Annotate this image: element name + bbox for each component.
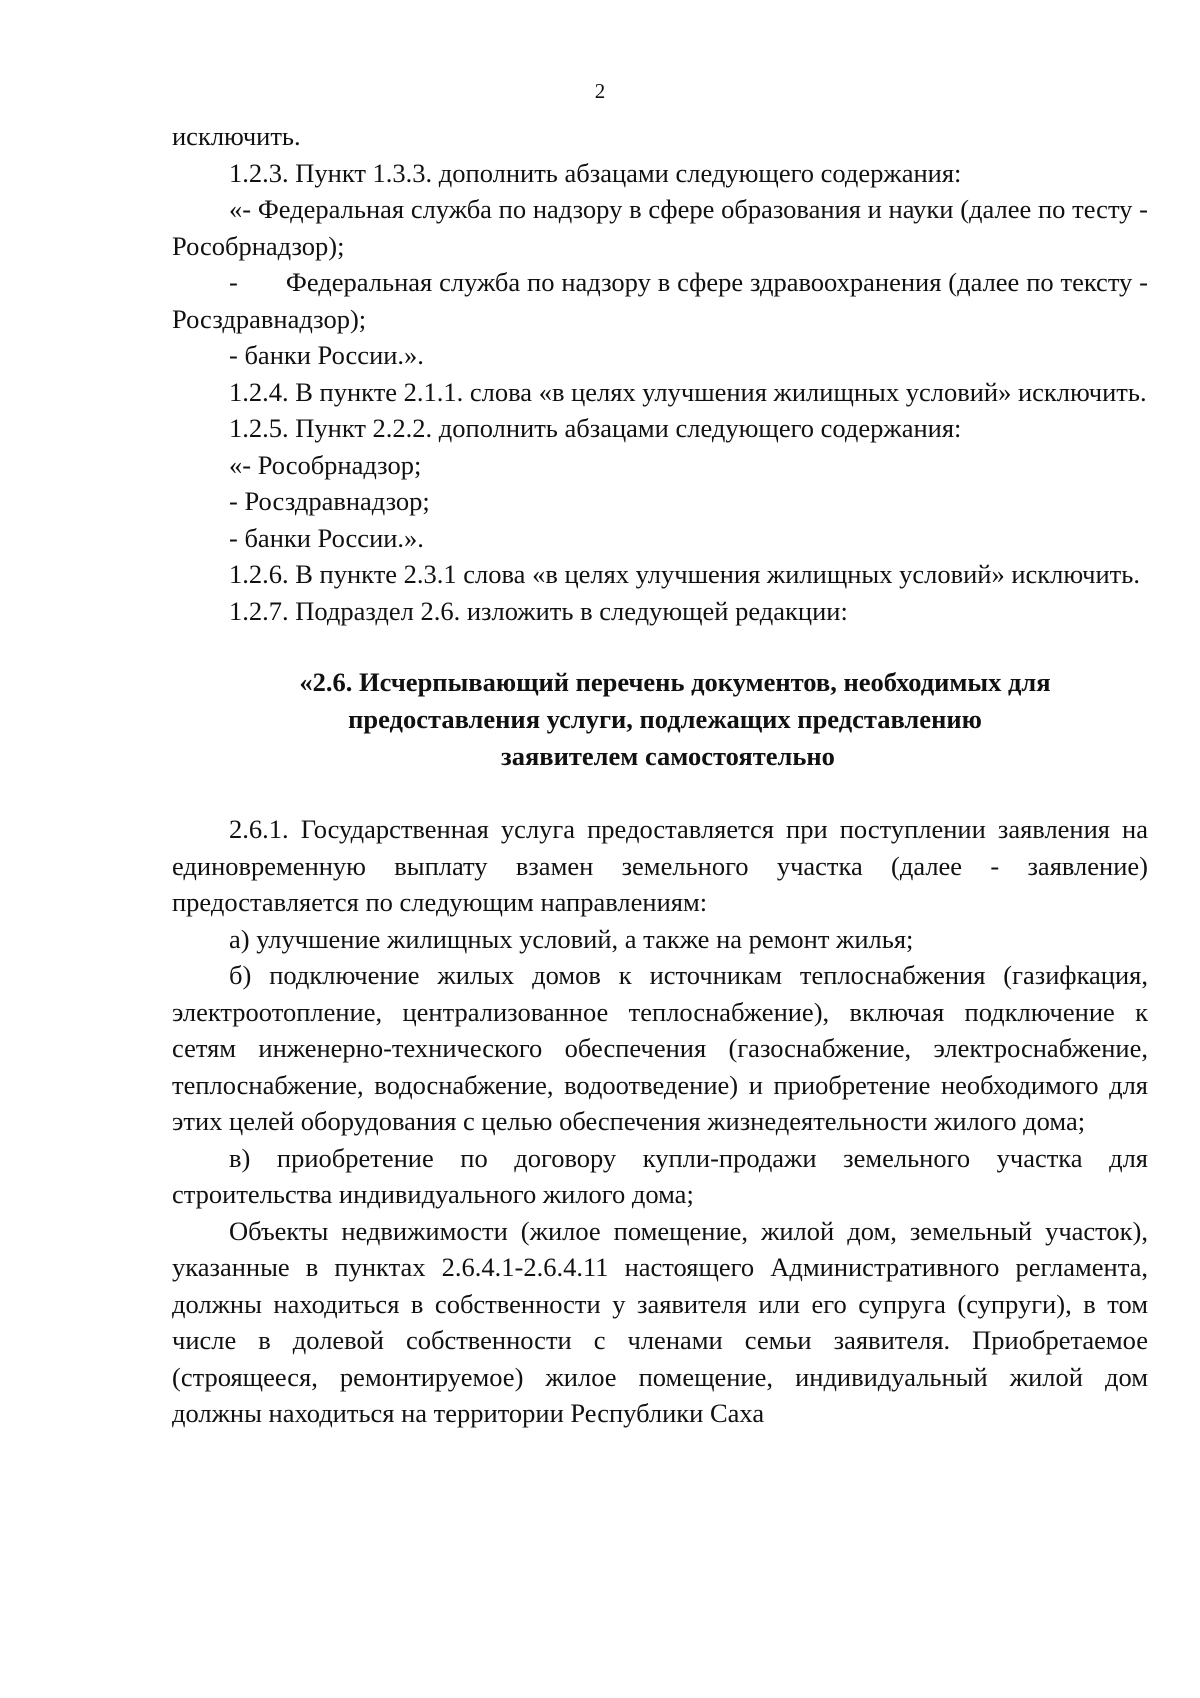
paragraph: 1.2.3. Пункт 1.3.3. дополнить абзацами следующего содержания: xyxy=(229,157,962,188)
paragraph: 1.2.6. В пункте 2.3.1 слова «в целях улучшения жилищных условий» исключить. xyxy=(229,559,1140,589)
paragraph: - банки России.». xyxy=(229,522,424,553)
paragraph: - банки России.». xyxy=(229,340,424,370)
page-number: 2 xyxy=(594,79,606,103)
paragraph: 1.2.5. Пункт 2.2.2. дополнить абзацами следующего содержания: xyxy=(229,413,962,443)
paragraph: исключить. xyxy=(172,121,301,151)
paragraph: «- Рособрнадзор; xyxy=(229,449,422,480)
section-heading xyxy=(172,664,1148,775)
paragraph: - Федеральная служба по надзору в сфере здравоохранения (далее по тексту - Росздравнадзор); xyxy=(172,267,1148,334)
paragraph: Объекты недвижимости (жилое помещение, жилой дом, земельный участок), указанные в пунктах 2.6.4.1-2.6.4.11 настоящего Административного регламента, должны находиться в собственности у заявителя или его супруга (супруги), в том числе в долевой собственности с членами семьи заявителя. Приобретаемое (строящееся, ремонтируемое) жилое помещение, индивидуальный жилой дом должны находиться на территории Республики Саха xyxy=(172,1215,1148,1428)
paragraph: 1.2.4. В пункте 2.1.1. слова «в целях улучшения жилищных условий» исключить. xyxy=(229,376,1147,407)
paragraph: б) подключение жилых домов к источникам теплоснабжения (газифкация, электроотопление, централизованное теплоснабжение), включая подключение к сетям инженерно-технического обеспечения (газоснабжение, электроснабжение, теплоснабжение, водоснабжение, водоотведение) и приобретение необходимого для этих целей оборудования с целью обеспечения жизнедеятельности жилого дома; xyxy=(172,960,1148,1136)
section-heading-line: заявителем самостоятельно xyxy=(501,741,835,771)
section-heading-line: «2.6. Исчерпывающий перечень документов, необходимых для xyxy=(299,667,1051,697)
paragraph: в) приобретение по договору купли-продажи земельного участка для строительства индивидуального жилого дома; xyxy=(172,1142,1148,1209)
paragraph: а) улучшение жилищных условий, а также на ремонт жилья; xyxy=(229,923,914,954)
paragraph: «- Федеральная служба по надзору в сфере образования и науки (далее по тесту - Рособрнадзор); xyxy=(172,194,1148,261)
paragraph: 1.2.7. Подраздел 2.6. изложить в следующей редакции: xyxy=(229,595,848,626)
paragraph: - Росздравнадзор; xyxy=(229,486,430,516)
section-heading-line: предоставления услуги, подлежащих представлению xyxy=(348,704,982,734)
document-body xyxy=(172,118,1148,1432)
paragraph: 2.6.1. Государственная услуга предоставляется при поступлении заявления на единовременную выплату взамен земельного участка (далее - заявление) предоставляется по следующим направлениям: xyxy=(172,814,1148,917)
